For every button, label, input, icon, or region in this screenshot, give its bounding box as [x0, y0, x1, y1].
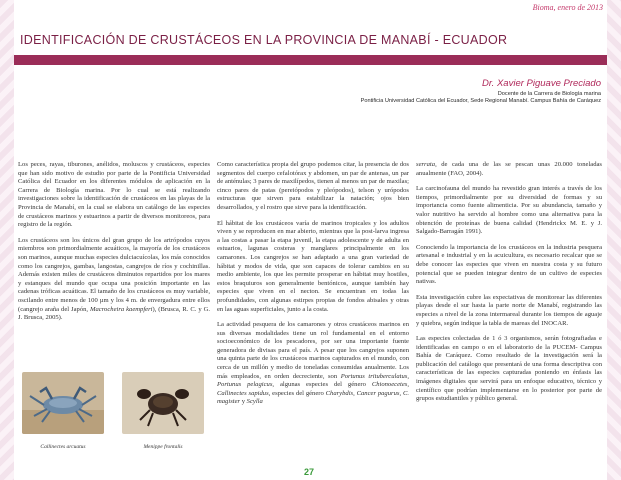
- figure-caption: Callinectes arcuatus: [40, 444, 86, 450]
- paragraph: La carcinofauna del mundo ha revestido gran interés a través de los tiempos, primordialmente por su diversidad de formas y su importancia como fuente alimenticia. Por su abundancia, tamaño y valor nutritivo ha servido al hombre como una alternativa para la obtención de proteínas de buena calidad (Hendrickx M. E. y J. Salgado-Barragán 1991).: [416, 185, 602, 236]
- paragraph: La actividad pesquera de los camarones y otros crustáceos marinos en sus diversas modalidades tiene un rol fundamental en el entorno socioeconómico de los pescadores, por ser una importante fuente generadora de divisas para el país. A pesar que los cangrejos suponen una quinta parte de los crustáceos marinos capturados en el mundo, con cerca de un millón y medio de toneladas consumidas anualmente. Los más empleados, en orden decreciente, son Portunus trituberculatus, Portunus pelagicus, algunas especies del género Chionoecetes, Callinectes sapidus, especies del género Charybdis, Cancer pagurus, C. magister y Scylla: [217, 321, 409, 406]
- crab-photo-menippe: [122, 372, 204, 434]
- paragraph: Las especies colectadas de 1 ó 3 organismos, serán fotografiadas e identificadas en campo o en el laboratorio de la PUCEM- Campus Bahía de Caráquez. Como resultado de la investigación será la publicación del catálogo que presentará de una forma descriptiva con características de las especies capturadas poniendo en énfasis las imágenes digitales que servirá para un enfoque educativo, técnico y científico que podrían implementarse en lo posterior por parte de grupos estudiantiles y público general.: [416, 335, 602, 403]
- title-rule-bar: [14, 55, 607, 65]
- paragraph: Esta investigación cubre las expectativas de monitorear las diferentes playas desde el sur hasta la parte norte de Manabí, registrando las especies a nivel de la zona intermareal durante los tiempos de aguaje y quiebra, según indique la tabla de mareas del INOCAR.: [416, 293, 602, 327]
- author-affiliation-2: Pontificia Universidad Católica del Ecuador, Sede Regional Manabí. Campus Bahía de Caráquez: [360, 98, 601, 104]
- paragraph: El hábitat de los crustáceos varía de marinos tropicales y los adultos viven y se reproducen en mar abierto, mientras que la post-larva ingresa a las costas a pasar la etapa juvenil, la etapa adolescente y de adulta en estuarios, lagunas costeras y manglares principalmente en los camarones. Los cangrejos se han adaptado a una gran variedad de hábitat y modos de vida, que son capaces de tolerar cambios en su medio ambiente, los que les permite prosperar en hábitat muy hostiles, estos braquiuros son generalmente bentónicos, aunque también hay especies que viven en el necton. Se encuentran en todas las profundidades, con algunas estirpes propias de fondos abisales y otras en las aguas superficiales, junto a la costa.: [217, 219, 409, 313]
- paragraph: Los crustáceos son los únicos del gran grupo de los artrópodos cuyos miembros son primordialmente acuáticos, la mayoría de los crustáceos son marinos, aunque muchas especies dulciacuícolas, los más conocidos como los cangrejos, gambas, langostas, cangrejos de ríos y cochinillas. Además existen miles de crustáceos diminutos repartidos por los mares y estanques del mundo que ocupa una posición importante en las cadenas tróficas acuáticas. El tamaño de los crustáceos es muy variable, oscilando entre menos de 100 µm y los 4 m. de envergadura entre ellos (cangrejo araña del Japón, Macrocheira kaempferi), (Brusca, R. C. y G. J. Brusca, 2005).: [18, 236, 210, 322]
- article-title: IDENTIFICACIÓN DE CRUSTÁCEOS EN LA PROVINCIA DE MANABÍ - ECUADOR: [20, 33, 508, 47]
- figure-caption: Menippe frontalis: [143, 444, 183, 450]
- running-head: Bioma, enero de 2013: [532, 3, 603, 12]
- author-name: Dr. Xavier Piguave Preciado: [482, 78, 601, 89]
- paragraph: Conociendo la importancia de los crustáceos en la industria pesquera artesanal e industrial y en la acuicultura, es necesario recalcar que se debe conocer las especies que viven en nuestra costa y su futuro potencial que se pueden integrar dentro de un cultivo de especies nativas.: [416, 243, 602, 286]
- paragraph: serrata, de cada una de las se pescan unas 20.000 toneladas anualmente (FAO, 2004).: [416, 161, 602, 177]
- page-number: 27: [304, 467, 315, 477]
- decorative-border-right: [607, 0, 621, 480]
- crab-photo-callinectes: [22, 372, 104, 434]
- paragraph: Como característica propia del grupo podemos citar, la presencia de dos segmentos del cuerpo cefalotórax y abdomen, un par de antenas, un par de anténulas; 3 pares de maxilípedos, tienen al menos un par de maxilas; cinco pares de patas (pereiópodos y pleópodos), telson y urópodos estructuras que sirven para estabilizar la natación; ojos bien desarrollados, y el rostro que sirve para la identificación.: [217, 161, 409, 211]
- author-affiliation-1: Docente de la Carrera de Biología marina: [497, 91, 601, 97]
- paragraph: Los peces, rayas, tiburones, anélidos, moluscos y crustáceos, especies que han sido motivo de estudio por parte de la Pontificia Universidad Católica del Ecuador en los diferentes módulos de aplicación en la Carrera de Biología marina. Por lo cual se está realizando investigaciones sobre la identificación de crustáceos en las playas de la Provincia de Manabí, en la cual se elabora un catálogo de las especies de crustáceos marinos y estuarinos a partir de diversos monitoreos, para registro de la región.: [18, 161, 210, 229]
- page: [14, 0, 607, 480]
- text-column-3: [416, 161, 602, 411]
- text-column-2: [217, 161, 409, 414]
- text-column-1: [18, 161, 210, 330]
- decorative-border-left: [0, 0, 14, 480]
